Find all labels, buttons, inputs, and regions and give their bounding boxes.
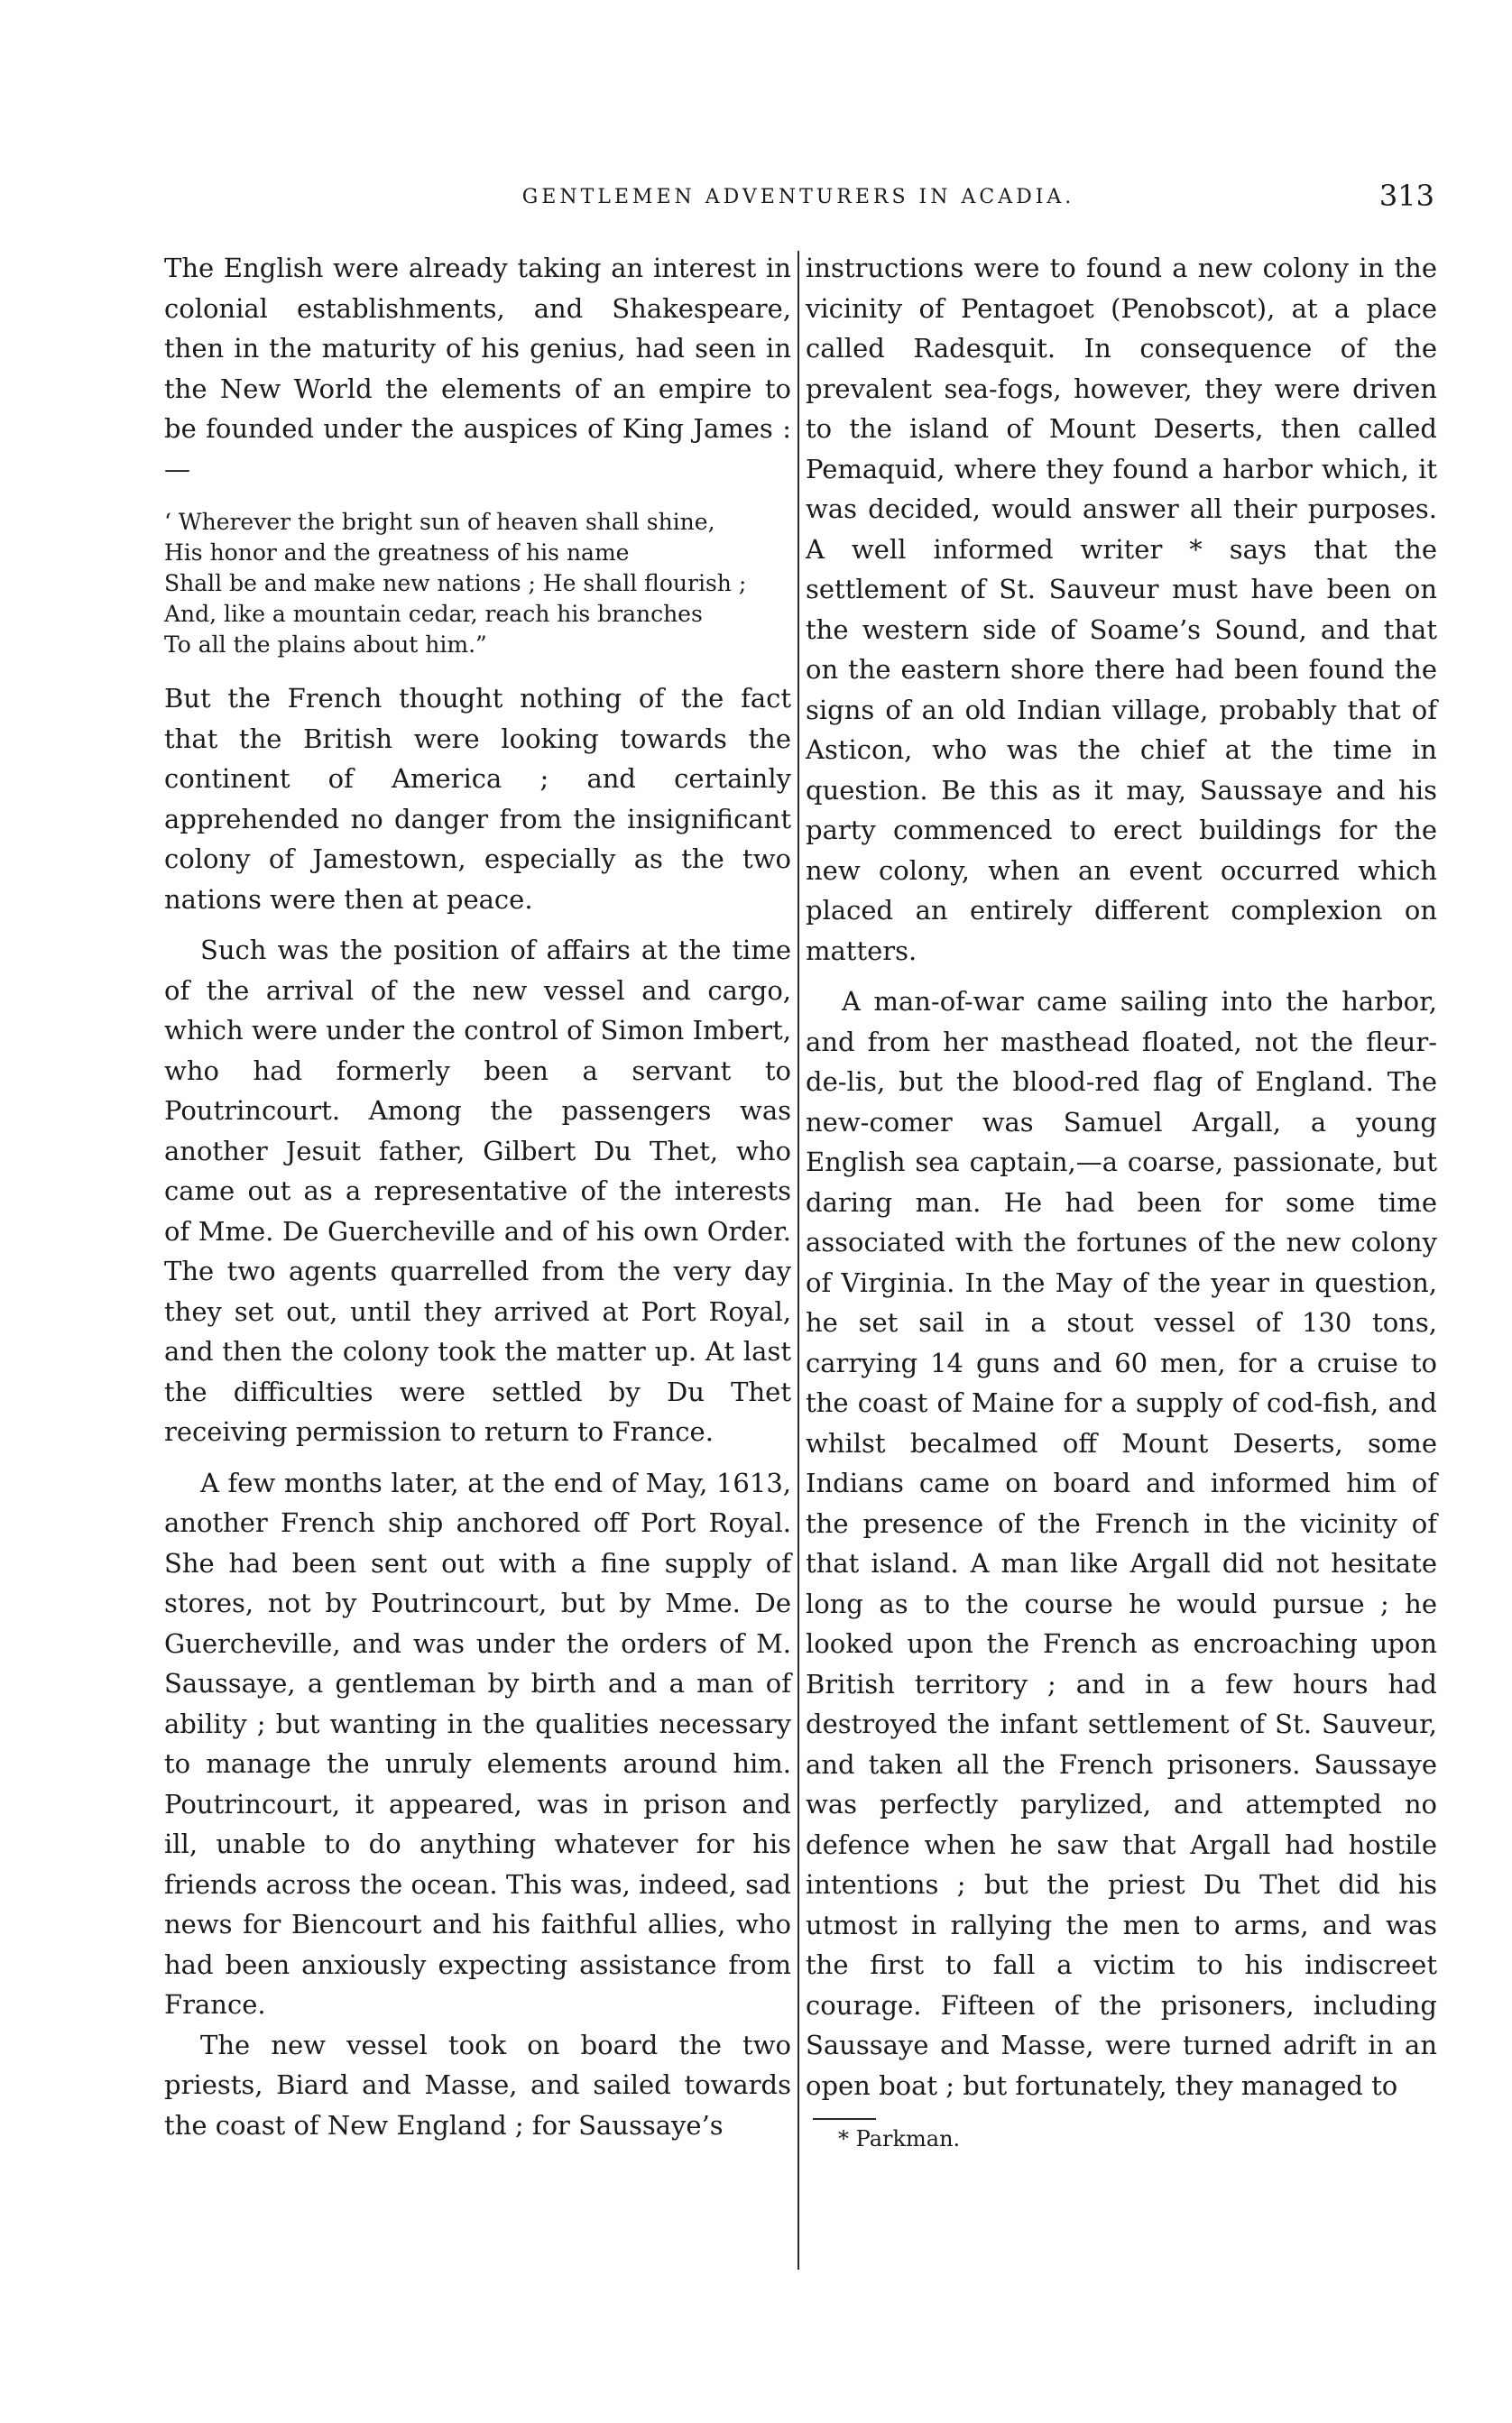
paragraph: A few months later, at the end of May, 1613, another French ship anchored off Port Royal. She had been sent out with a fine supply of stores, not by Poutrincourt, but by Mme. De Guercheville, and was under the orders of M. Saussaye, a gentleman by birth and a man of ability ; but wanting in the qualities necessary to manage the unruly elements around him. Poutrincourt, it appeared, was in prison and ill, unable to do anything whatever for his friends across the ocean. This was, indeed, sad news for Biencourt and his faithful allies, who had been anxiously expecting assistance from France.	[164, 1467, 791, 2020]
page-header	[162, 179, 1434, 218]
verse-line: Shall be and make new nations ; He shall flourish ;	[164, 570, 747, 596]
footnote: * Parkman.	[838, 2126, 961, 2151]
paragraph: The English were already taking an interest in colonial establishments, and Shakespeare, then in the maturity of his genius, had seen in the New World the elements of an empire to be founded under the auspices of King James :—	[164, 253, 791, 484]
footnote-rule	[813, 2118, 876, 2120]
verse-line: His honor and the greatness of his name	[164, 539, 630, 566]
page-number: 313	[1378, 179, 1434, 213]
column-divider	[797, 251, 799, 2270]
paragraph: instructions were to found a new colony in the vicinity of Pentagoet (Penobscot), at a place called Radesquit. In consequence of the prevalent sea-fogs, however, they were driven to the island of Mount Deserts, then called Pemaquid, where they found a harbor which, it was decided, would answer all their purposes. A well informed writer * says that the settlement of St. Sauveur must have been on the western side of Soame’s Sound, and that on the eastern shore there had been found the signs of an old Indian village, probably that of Asticon, who was the chief at the time in question. Be this as it may, Saussaye and his party commenced to erect buildings for the new colony, when an event occurred which placed an entirely different complexion on matters.	[806, 253, 1437, 966]
left-column	[164, 248, 791, 2145]
right-column	[806, 248, 1437, 2154]
paragraph: But the French thought nothing of the fact that the British were looking towards the continent of America ; and certainly apprehended no danger from the insignificant colony of Jamestown, especially as the two nations were then at peace.	[164, 683, 791, 915]
paragraph: The new vessel took on board the two priests, Biard and Masse, and sailed towards the coast of New England ; for Saussaye’s	[164, 2029, 791, 2141]
verse-line: ‘ Wherever the bright sun of heaven shall shine,	[164, 509, 715, 535]
verse-line: And, like a mountain cedar, reach his branches	[164, 601, 703, 627]
verse-line: To all the plains about him.”	[164, 631, 487, 658]
paragraph: A man-of-war came sailing into the harbor, and from her masthead floated, not the fleur-de-lis, but the blood-red flag of England. The new-comer was Samuel Argall, a young English sea captain,—a coarse, passionate, but daring man. He had been for some time associated with the fortunes of the new colony of Virginia. In the May of the year in question, he set sail in a stout vessel of 130 tons, carrying 14 guns and 60 men, for a cruise to the coast of Maine for a supply of cod-fish, and whilst becalmed off Mount Deserts, some Indians came on board and informed him of the presence of the French in the vicinity of that island. A man like Argall did not hesitate long as to the course he would pursue ; he looked upon the French as encroaching upon British territory ; and in a few hours had destroyed the infant settlement of St. Sauveur, and taken all the French prisoners. Saussaye was perfectly parylized, and attempted no defence when he saw that Argall had hostile intentions ; but the priest Du Thet did his utmost in rallying the men to arms, and was the first to fall a victim to his indiscreet courage. Fifteen of the prisoners, including Saussaye and Masse, were turned adrift in an open boat ; but fortunately, they managed to	[806, 986, 1437, 2101]
verse-quotation	[164, 507, 791, 660]
running-title: GENTLEMEN ADVENTURERS IN ACADIA.	[521, 186, 1075, 208]
paragraph: Such was the position of affairs at the time of the arrival of the new vessel and cargo, which were under the control of Simon Imbert, who had formerly been a servant to Poutrincourt. Among the passengers was another Jesuit father, Gilbert Du Thet, who came out as a representative of the interests of Mme. De Guercheville and of his own Order. The two agents quarrelled from the very day they set out, until they arrived at Port Royal, and then the colony took the matter up. At last the difficulties were settled by Du Thet receiving permission to return to France.	[164, 935, 791, 1447]
